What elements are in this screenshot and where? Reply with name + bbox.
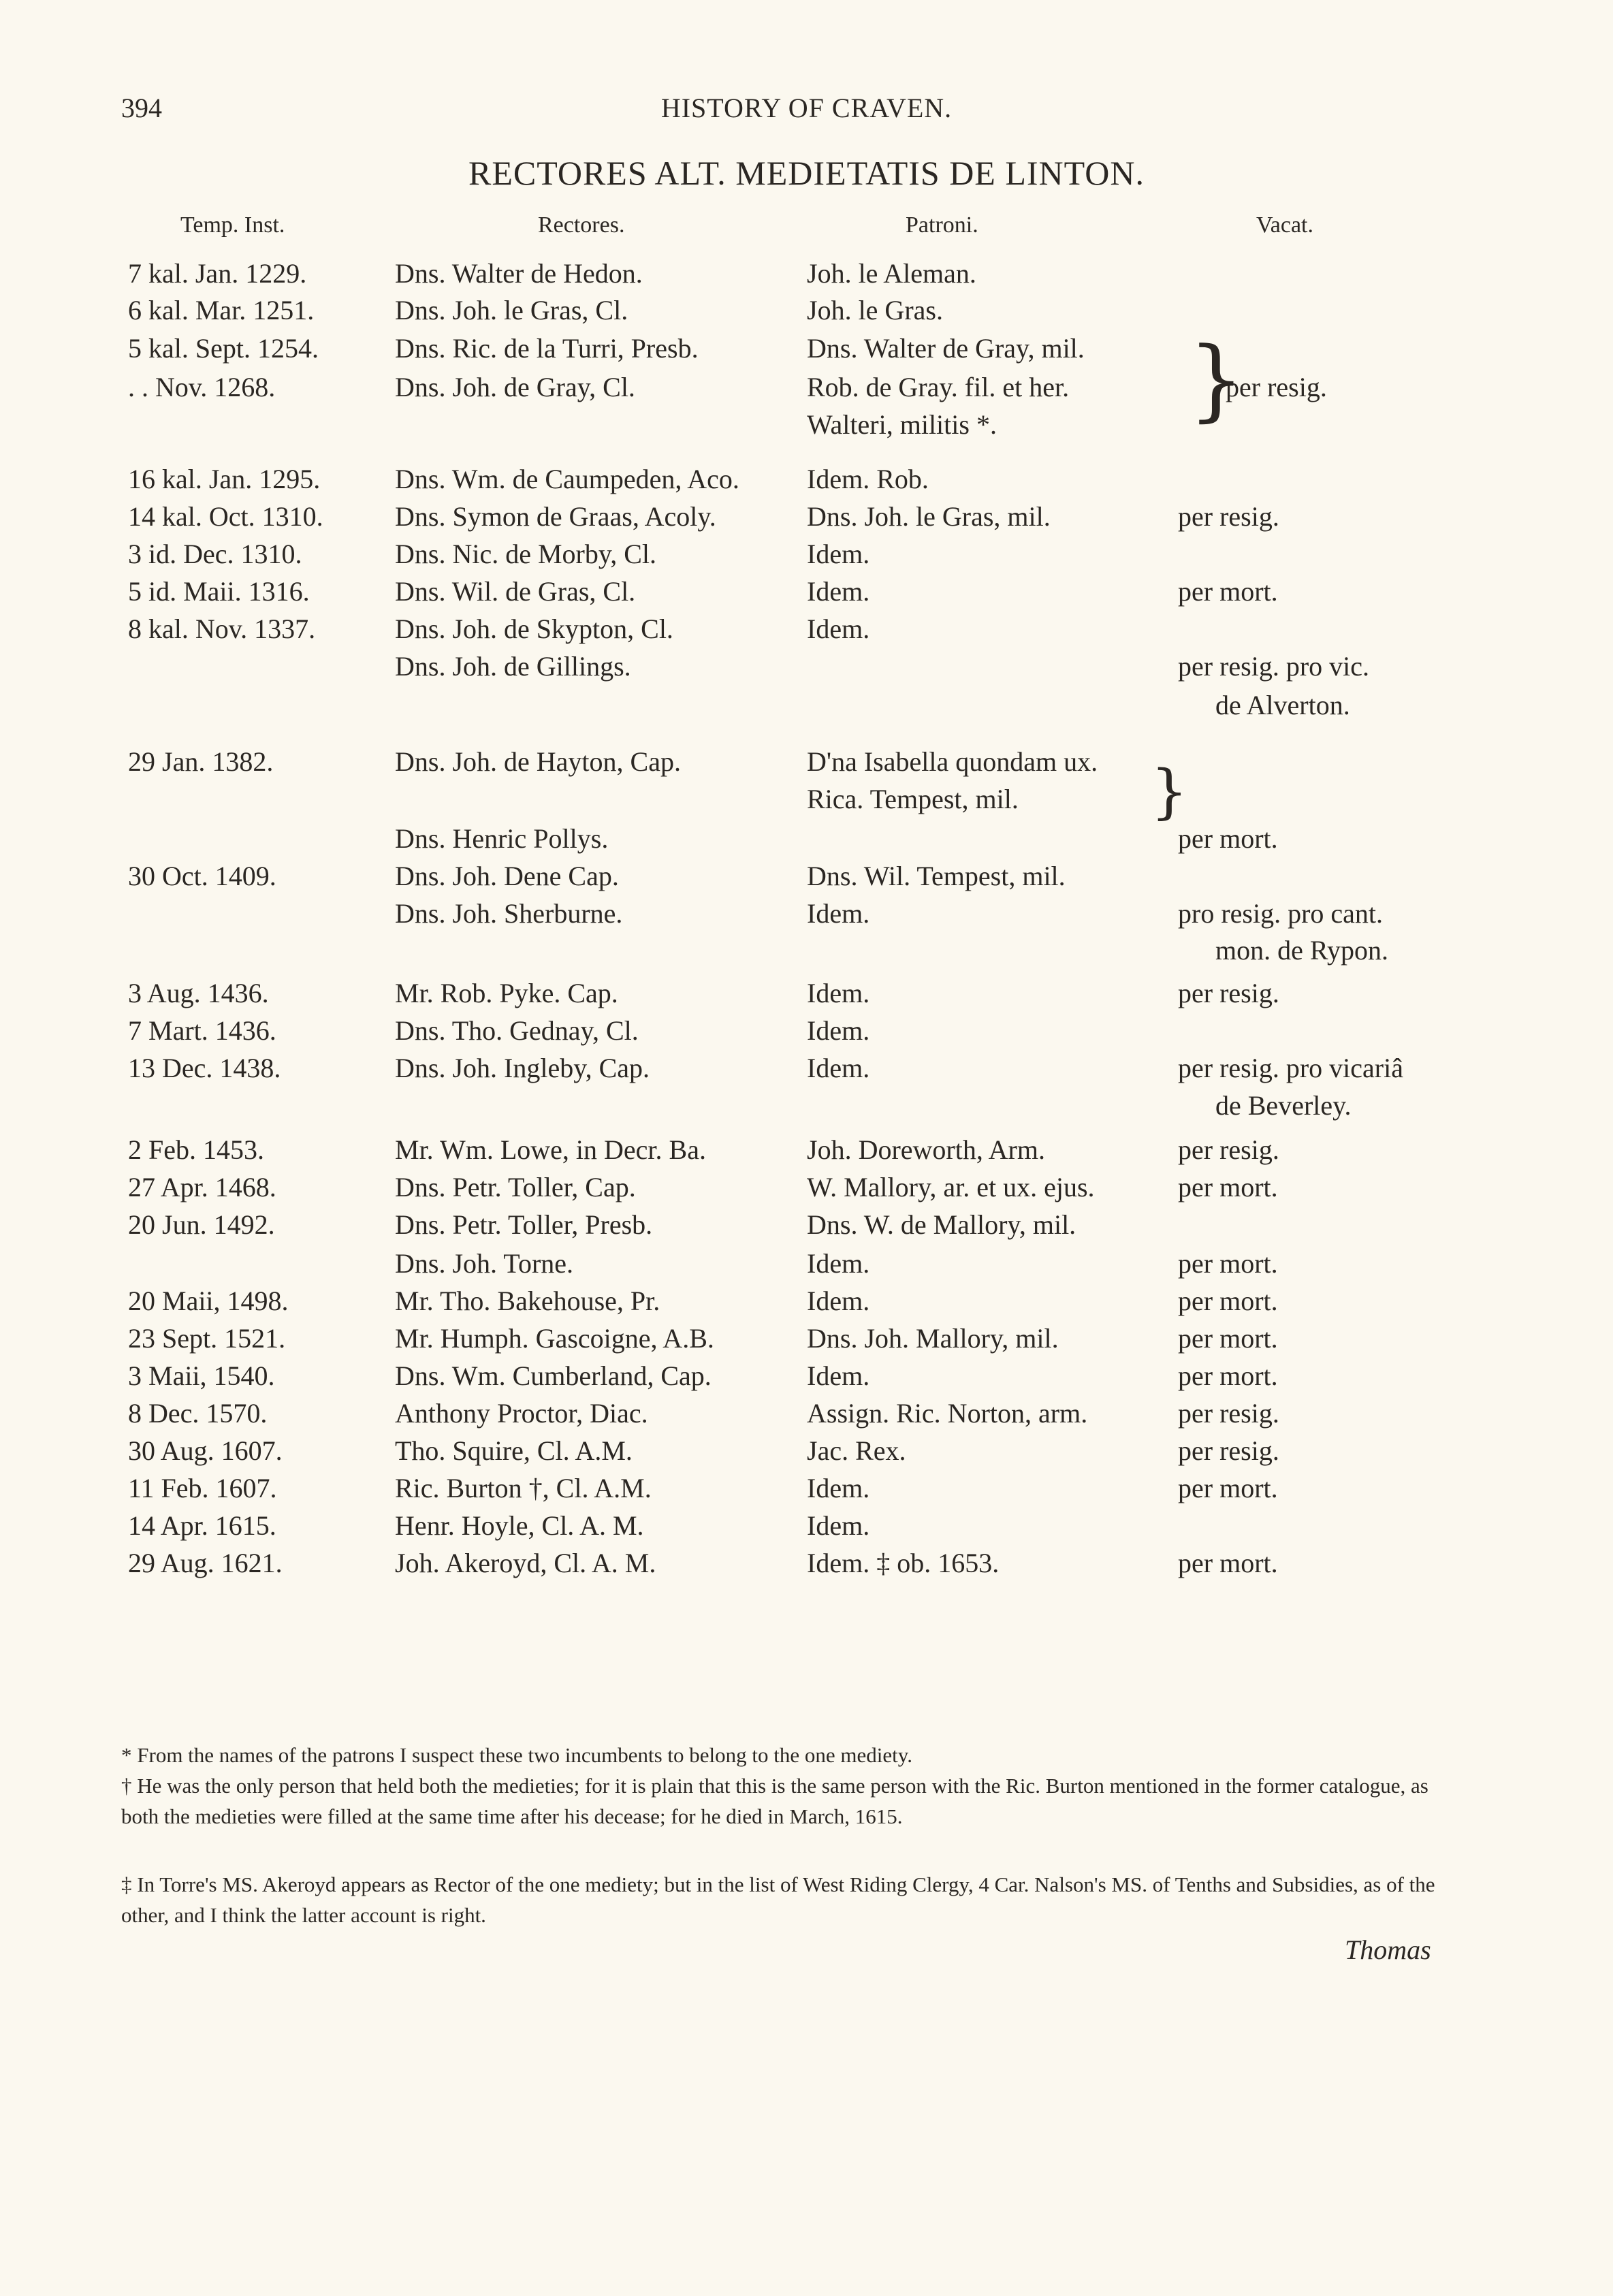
date-cell: 8 kal. Nov. 1337.	[128, 613, 316, 644]
date-cell: 20 Maii, 1498.	[128, 1286, 289, 1316]
rector-cell: Dns. Symon de Graas, Acoly.	[395, 501, 716, 532]
page-title: RECTORES ALT. MEDIETATIS DE LINTON.	[468, 154, 1145, 192]
date-cell: 3 Aug. 1436.	[128, 978, 269, 1008]
table-row	[0, 1209, 1613, 1249]
footnote-dagger: † He was the only person that held both the medieties; for it is plain that this is the same person with the Ric. Burton mentioned in the former catalogue, as both the medieties were filled at the same time after his decease; for he died in March, 1615.	[121, 1774, 1428, 1828]
vacat-cell: per mort.	[1178, 1248, 1278, 1279]
table-row	[0, 1322, 1613, 1363]
rector-cell: Henr. Hoyle, Cl. A. M.	[395, 1510, 644, 1541]
rector-cell: Dns. Nic. de Morby, Cl.	[395, 539, 657, 569]
rector-cell: Dns. Joh. Ingleby, Cap.	[395, 1053, 650, 1083]
rector-cell: Dns. Walter de Hedon.	[395, 258, 643, 289]
date-cell: 6 kal. Mar. 1251.	[128, 295, 315, 325]
date-cell: 2 Feb. 1453.	[128, 1134, 264, 1165]
date-cell: 20 Jun. 1492.	[128, 1209, 275, 1240]
vacat-cell: per mort.	[1178, 1286, 1278, 1316]
table-row	[0, 1397, 1613, 1438]
patron-cell: Idem.	[807, 1053, 870, 1083]
date-cell: 29 Jan. 1382.	[128, 746, 274, 777]
date-cell: 5 id. Maii. 1316.	[128, 576, 310, 607]
table-row	[0, 860, 1613, 901]
vacat-cell: per resig.	[1178, 501, 1279, 532]
table-row	[0, 371, 1613, 412]
date-cell: 3 Maii, 1540.	[128, 1360, 275, 1391]
date-cell: 11 Feb. 1607.	[128, 1473, 277, 1503]
patron-cell: Idem.	[807, 1473, 870, 1503]
rector-cell: Mr. Wm. Lowe, in Decr. Ba.	[395, 1134, 706, 1165]
rector-cell: Dns. Tho. Gednay, Cl.	[395, 1015, 639, 1046]
table-row	[0, 1015, 1613, 1055]
patron-cell: Idem. Rob.	[807, 464, 929, 494]
date-cell: 16 kal. Jan. 1295.	[128, 464, 321, 494]
catchword: Thomas	[1345, 1934, 1431, 1965]
date-cell: 14 Apr. 1615.	[128, 1510, 276, 1541]
table-row	[0, 1360, 1613, 1401]
date-cell: 13 Dec. 1438.	[128, 1053, 281, 1083]
rector-cell: Joh. Akeroyd, Cl. A. M.	[395, 1548, 656, 1578]
rector-cell: Mr. Rob. Pyke. Cap.	[395, 978, 618, 1008]
table-row	[0, 1089, 1613, 1130]
date-cell: 7 kal. Jan. 1229.	[128, 258, 307, 289]
date-cell: . . Nov. 1268.	[128, 372, 276, 402]
rector-cell: Dns. Wil. de Gras, Cl.	[395, 576, 636, 607]
patron-cell: Rob. de Gray. fil. et her.	[807, 372, 1070, 402]
table-row	[0, 1547, 1613, 1588]
rector-cell: Dns. Joh. de Hayton, Cap.	[395, 746, 681, 777]
vacat-cell: de Alverton.	[1215, 690, 1350, 720]
column-header-rector: Rectores.	[538, 212, 625, 238]
table-row	[0, 689, 1613, 730]
table-row	[0, 538, 1613, 579]
date-cell: 23 Sept. 1521.	[128, 1323, 286, 1354]
table-row	[0, 1472, 1613, 1513]
running-head: HISTORY OF CRAVEN.	[660, 93, 953, 123]
patron-cell: Joh. le Aleman.	[807, 258, 976, 289]
table-row	[0, 934, 1613, 975]
date-cell: 8 Dec. 1570.	[128, 1398, 268, 1429]
patron-cell: Dns. W. de Mallory, mil.	[807, 1209, 1076, 1240]
brace-mark: }	[1188, 328, 1245, 431]
rector-cell: Dns. Joh. de Skypton, Cl.	[395, 613, 673, 644]
table-row	[0, 613, 1613, 654]
table-row	[0, 294, 1613, 335]
patron-cell: Joh. Doreworth, Arm.	[807, 1134, 1045, 1165]
rector-cell: Dns. Henric Pollys.	[395, 823, 609, 854]
vacat-cell: per mort.	[1178, 1172, 1278, 1202]
vacat-cell: de Beverley.	[1215, 1090, 1352, 1121]
rector-cell: Dns. Wm. de Caumpeden, Aco.	[395, 464, 739, 494]
patron-cell: Walteri, militis *.	[807, 409, 997, 440]
footnote-asterisk: * From the names of the patrons I suspect these two incumbents to belong to the one mediety.	[121, 1743, 912, 1767]
table-row	[0, 650, 1613, 691]
rector-cell: Dns. Joh. de Gray, Cl.	[395, 372, 635, 402]
patron-cell: D'na Isabella quondam ux.	[807, 746, 1098, 777]
vacat-cell: per mort.	[1178, 1323, 1278, 1354]
patron-cell: Idem.	[807, 898, 870, 929]
rector-cell: Dns. Ric. de la Turri, Presb.	[395, 333, 699, 364]
patron-cell: Idem.	[807, 576, 870, 607]
vacat-cell: per mort.	[1178, 1473, 1278, 1503]
date-cell: 7 Mart. 1436.	[128, 1015, 276, 1046]
date-cell: 5 kal. Sept. 1254.	[128, 333, 319, 364]
patron-cell: Assign. Ric. Norton, arm.	[807, 1398, 1088, 1429]
table-row	[0, 746, 1613, 786]
patron-cell: Idem.	[807, 1248, 870, 1279]
patron-cell: Joh. le Gras.	[807, 295, 943, 325]
rector-cell: Dns. Joh. le Gras, Cl.	[395, 295, 628, 325]
date-cell: 3 id. Dec. 1310.	[128, 539, 302, 569]
patron-cell: Jac. Rex.	[807, 1435, 906, 1466]
rector-cell: Mr. Humph. Gascoigne, A.B.	[395, 1323, 714, 1354]
table-row	[0, 409, 1613, 449]
patron-cell: Rica. Tempest, mil.	[807, 784, 1019, 814]
patron-cell: W. Mallory, ar. et ux. ejus.	[807, 1172, 1095, 1202]
rector-cell: Anthony Proctor, Diac.	[395, 1398, 648, 1429]
rector-cell: Tho. Squire, Cl. A.M.	[395, 1435, 633, 1466]
rector-cell: Dns. Joh. de Gillings.	[395, 651, 631, 682]
date-cell: 30 Aug. 1607.	[128, 1435, 283, 1466]
rector-cell: Dns. Joh. Dene Cap.	[395, 861, 619, 891]
table-row	[0, 1134, 1613, 1175]
vacat-cell: per resig.	[1178, 1134, 1279, 1165]
rector-cell: Dns. Joh. Sherburne.	[395, 898, 623, 929]
rector-cell: Dns. Wm. Cumberland, Cap.	[395, 1360, 712, 1391]
vacat-cell: mon. de Rypon.	[1215, 935, 1388, 966]
patron-cell: Dns. Wil. Tempest, mil.	[807, 861, 1066, 891]
rector-cell: Dns. Petr. Toller, Cap.	[395, 1172, 636, 1202]
vacat-cell: per resig.	[1178, 1435, 1279, 1466]
brace-mark-small: }	[1151, 758, 1188, 826]
vacat-cell: per mort.	[1178, 823, 1278, 854]
patron-cell: Idem. ‡ ob. 1653.	[807, 1548, 1000, 1578]
vacat-cell: pro resig. pro cant.	[1178, 898, 1384, 929]
date-cell: 14 kal. Oct. 1310.	[128, 501, 323, 532]
rector-cell: Ric. Burton †, Cl. A.M.	[395, 1473, 652, 1503]
patron-cell: Dns. Walter de Gray, mil.	[807, 333, 1085, 364]
footnote-double-dagger: ‡ In Torre's MS. Akeroyd appears as Rector of the one mediety; but in the list of West Riding Clergy, 4 Car. Nalson's MS. of Tenths and Subsidies, as of the other, and I think the latter account is right.	[121, 1872, 1435, 1927]
table-row	[0, 463, 1613, 504]
vacat-cell: per resig. pro vic.	[1178, 651, 1370, 682]
table-row	[0, 1285, 1613, 1326]
patron-cell: Idem.	[807, 539, 870, 569]
patron-cell: Idem.	[807, 1015, 870, 1046]
patron-cell: Dns. Joh. Mallory, mil.	[807, 1323, 1059, 1354]
patron-cell: Idem.	[807, 978, 870, 1008]
table-row	[0, 1510, 1613, 1550]
table-row	[0, 977, 1613, 1018]
patron-cell: Idem.	[807, 1510, 870, 1541]
column-header-date: Temp. Inst.	[180, 212, 285, 238]
table-row	[0, 1247, 1613, 1288]
vacat-cell: per resig. pro vicariâ	[1178, 1053, 1403, 1083]
rector-cell: Mr. Tho. Bakehouse, Pr.	[395, 1286, 660, 1316]
page-number: 394	[121, 93, 162, 123]
table-row	[0, 783, 1613, 824]
table-row	[0, 1171, 1613, 1212]
vacat-cell: per resig.	[1226, 372, 1327, 402]
column-header-vacat: Vacat.	[1256, 212, 1314, 238]
table-row	[0, 1052, 1613, 1093]
table-row	[0, 332, 1613, 373]
patron-cell: Dns. Joh. le Gras, mil.	[807, 501, 1051, 532]
vacat-cell: per mort.	[1178, 1548, 1278, 1578]
vacat-cell: per resig.	[1178, 1398, 1279, 1429]
vacat-cell: per resig.	[1178, 978, 1279, 1008]
table-row	[0, 500, 1613, 541]
rector-cell: Dns. Joh. Torne.	[395, 1248, 574, 1279]
patron-cell: Idem.	[807, 1360, 870, 1391]
date-cell: 29 Aug. 1621.	[128, 1548, 283, 1578]
table-row	[0, 257, 1613, 298]
date-cell: 30 Oct. 1409.	[128, 861, 276, 891]
patron-cell: Idem.	[807, 1286, 870, 1316]
table-row	[0, 575, 1613, 616]
date-cell: 27 Apr. 1468.	[128, 1172, 276, 1202]
column-header-patron: Patroni.	[906, 212, 978, 238]
vacat-cell: per mort.	[1178, 576, 1278, 607]
table-row	[0, 897, 1613, 938]
rector-cell: Dns. Petr. Toller, Presb.	[395, 1209, 653, 1240]
patron-cell: Idem.	[807, 613, 870, 644]
table-row	[0, 823, 1613, 863]
table-row	[0, 1435, 1613, 1476]
vacat-cell: per mort.	[1178, 1360, 1278, 1391]
